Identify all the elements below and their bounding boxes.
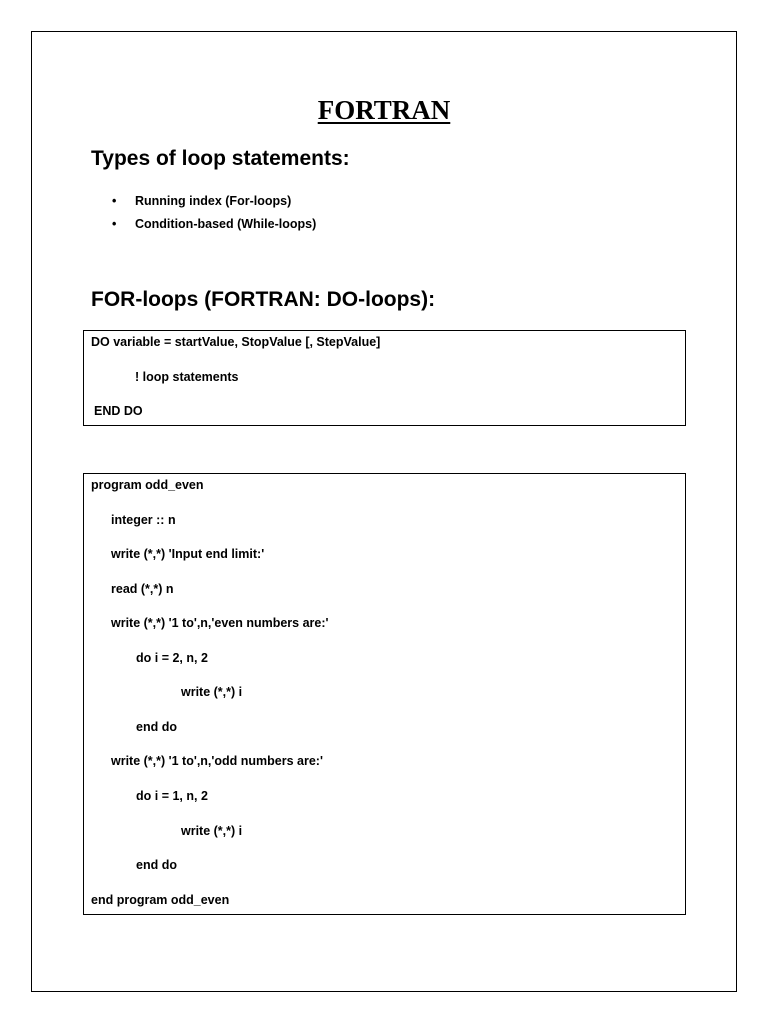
bullet-icon: • [112, 194, 117, 208]
syntax-code-box [83, 330, 686, 426]
code-line: do i = 1, n, 2 [136, 789, 208, 803]
list-item-text: Condition-based (While-loops) [135, 217, 317, 231]
code-line: end do [136, 858, 177, 872]
list-item-text: Running index (For-loops) [135, 194, 292, 208]
loop-types-list [112, 191, 316, 237]
list-item [112, 214, 316, 237]
code-line: end do [136, 720, 177, 734]
code-line: end program odd_even [91, 893, 230, 907]
list-item [112, 191, 316, 214]
code-line: END DO [94, 404, 143, 418]
document-title: FORTRAN [317, 95, 451, 125]
code-line: read (*,*) n [111, 582, 174, 596]
code-line: write (*,*) i [181, 824, 243, 838]
code-line: program odd_even [91, 478, 204, 492]
code-line: do i = 2, n, 2 [136, 651, 208, 665]
code-line: write (*,*) '1 to',n,'odd numbers are:' [111, 754, 323, 768]
code-line: write (*,*) i [181, 685, 243, 699]
for-loops-heading: FOR-loops (FORTRAN: DO-loops): [91, 288, 436, 311]
code-line: write (*,*) 'Input end limit:' [111, 547, 265, 561]
code-line: write (*,*) '1 to',n,'even numbers are:' [111, 616, 329, 630]
code-line: ! loop statements [135, 370, 239, 384]
code-line: integer :: n [111, 513, 176, 527]
code-line: DO variable = startValue, StopValue [, StepValue] [91, 335, 381, 349]
program-code-box [83, 473, 686, 915]
bullet-icon: • [112, 217, 117, 231]
types-heading: Types of loop statements: [91, 147, 350, 170]
